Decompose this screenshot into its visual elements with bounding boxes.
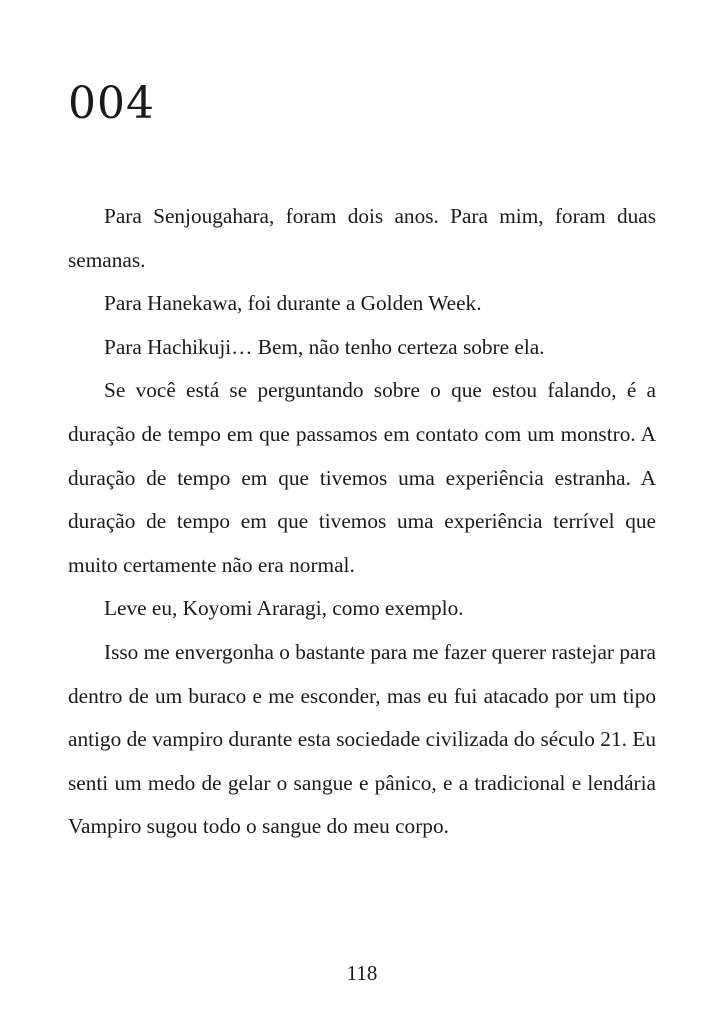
paragraph: Se você está se perguntando sobre o que estou falando, é a duração de tempo em que passamos em contato com um monstro. A duração de tempo em que tivemos uma experiência estranha. A duração de tempo em que tivemos uma experiência terrível que muito certamente não era normal. [68,378,656,577]
paragraph: Isso me envergonha o bastante para me fazer querer rastejar para dentro de um buraco e me esconder, mas eu fui atacado por um tipo antigo de vampiro durante esta sociedade civilizada do século 21. Eu senti um medo de gelar o sangue e pânico, e a tradicional e lendária Vampiro sugou todo o sangue do meu corpo. [68,639,656,839]
paragraph: Para Senjougahara, foram dois anos. Para mim, foram duas semanas. [68,204,656,272]
paragraph: Para Hanekawa, foi durante a Golden Week. [104,291,482,316]
chapter-title: 004 [68,78,155,129]
chapter-body [68,195,656,849]
paragraph: Para Hachikuji… Bem, não tenho certeza sobre ela. [104,334,545,359]
page-number: 118 [346,961,378,985]
paragraph: Leve eu, Koyomi Araragi, como exemplo. [104,596,464,621]
